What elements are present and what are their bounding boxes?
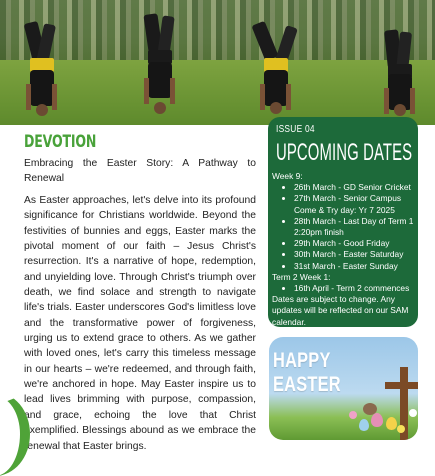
upcoming-dates-card (268, 117, 418, 327)
devotion-heading: DEVOTION (24, 132, 97, 152)
devotion-body: As Easter approaches, let's delve into its profound significance for Christians worldwide. Beyond the festivities of bunnies and eggs, Easter marks the pivotal moment of our faith – Jesus Christ's resurrection. It's a narrative of hope, redemption, and unyielding love. Through Christ's triumph over death, we find solace and strength to navigate life's trials. Easter underscores God's limitless love and the transformative power of forgiveness, urging us to extend grace to others. As we gather with loved ones, let's carry this timeless message in our hearts – we're redeemed, and through faith, we're anchored in hope. May Easter inspire us to lead lives brimming with purpose, compassion, and grace, echoing the love that Christ exemplified. Blessings abound as we embrace the renewal that Easter brings. (24, 195, 256, 452)
dates-note: Dates are subject to change. Any updates will be reflected on our SAM calendar. (272, 294, 409, 327)
egg-icon (371, 413, 383, 427)
upcoming-dates-title: UPCOMING DATES (276, 139, 413, 166)
upcoming-dates-list (272, 171, 418, 327)
date-item: • 26th March - GD Senior Cricket (294, 182, 418, 193)
devotion-subtitle: Embracing the Easter Story: A Pathway to Renewal (24, 158, 256, 184)
week9-list (272, 182, 418, 272)
easter-line-1: HAPPY (273, 349, 331, 372)
flower-icon (409, 409, 417, 417)
week9-label: Week 9: (272, 171, 303, 181)
egg-icon (386, 417, 397, 430)
flower-icon (349, 411, 357, 419)
date-item: • 27th March - Senior Campus Come & Try day: Yr 7 2025 (294, 193, 418, 215)
cross-bar (385, 382, 418, 389)
easter-line-2: EASTER (273, 373, 341, 396)
tree-line (0, 0, 435, 60)
date-item: • 28th March - Last Day of Term 1 2:20pm finish (294, 216, 418, 238)
header-photo (0, 0, 435, 125)
date-item: • 30th March - Easter Saturday (294, 249, 418, 260)
date-item: • 31st March - Easter Sunday (294, 261, 418, 272)
grass-field (0, 60, 435, 125)
term2-label: Term 2 Week 1: (272, 271, 331, 282)
date-item: • 16th April - Term 2 commences (294, 283, 418, 294)
date-item: • 29th March - Good Friday (294, 238, 418, 249)
devotion-section (24, 132, 256, 454)
issue-label: ISSUE 04 (276, 123, 315, 135)
term2-list (272, 283, 418, 294)
happy-easter-image (269, 337, 418, 440)
flower-icon (397, 425, 405, 433)
egg-icon (359, 419, 369, 431)
